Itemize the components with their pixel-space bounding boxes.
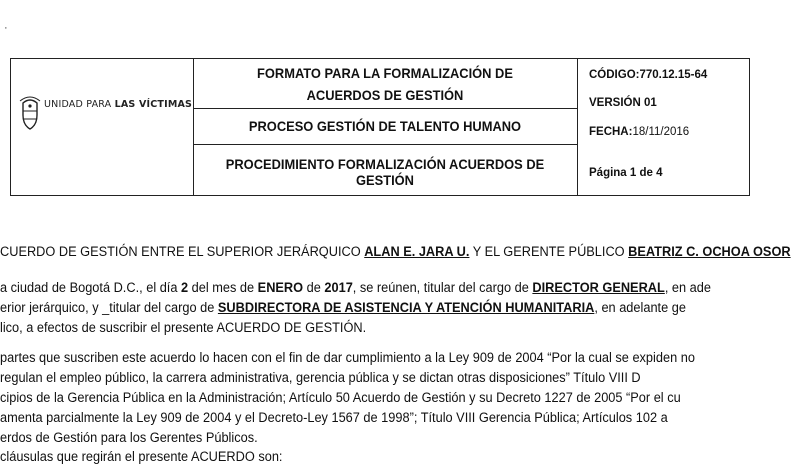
heading-text-c: Y EL GERENTE PÚBLICO	[469, 244, 629, 260]
superior-name: ALAN E. JARA U.	[364, 244, 470, 260]
page-number: Página 1 de 4	[589, 167, 663, 179]
logo-text-b: LAS VÍCTIMAS	[114, 99, 193, 110]
title-line-2: ACUERDOS DE GESTIÓN	[306, 87, 464, 103]
paragraph-1-line-2	[0, 300, 686, 316]
p1-manager-post: SUBDIRECTORA DE ASISTENCIA Y ATENCIÓN HUMANITARIA	[217, 300, 595, 316]
date-label: FECHA:	[589, 126, 633, 138]
document-code: CÓDIGO:770.12.15-64	[589, 69, 708, 81]
p1-text-e: de	[303, 280, 325, 296]
paragraph-2-line-4: amenta parcialmente la Ley 909 de 2004 y el Decreto-Ley 1567 de 1998”; Título VIII Gerencia Pública; Artículos 102 a	[0, 410, 668, 426]
p1-text-l3a: erior jerárquico, y _titular del cargo de	[0, 300, 218, 316]
manager-name: BEATRIZ C. OCHOA OSOR	[628, 244, 791, 260]
procedure-title: PROCEDIMIENTO FORMALIZACIÓN ACUERDOS DE GESTIÓN	[225, 156, 545, 188]
paragraph-2-line-5: erdos de Gestión para los Gerentes Públicos.	[0, 430, 258, 446]
logo-text-a: UNIDAD PARA	[44, 99, 115, 110]
paragraph-2-line-2: regulan el empleo público, la carrera administrativa, gerencia pública y se dictan otras disposiciones” Título VIII D	[0, 370, 641, 386]
corner-mark: ·	[4, 22, 8, 34]
p1-text-i: , en ade	[664, 280, 711, 296]
date-value: 18/11/2016	[632, 126, 690, 138]
divider-logo	[193, 59, 194, 195]
paragraph-1-line-3: lico, a efectos de suscribir el presente ACUERDO DE GESTIÓN.	[0, 320, 367, 336]
logo-cell	[11, 59, 193, 197]
row-divider-1	[193, 108, 577, 109]
process-title: PROCESO GESTIÓN DE TALENTO HUMANO	[248, 118, 522, 134]
p1-month: ENERO	[257, 280, 304, 296]
coat-of-arms-icon	[19, 95, 41, 135]
p1-text-a: a ciudad de Bogotá D.C., el día	[0, 280, 182, 296]
row-divider-2	[193, 144, 577, 145]
p1-text-l3c: , en adelante ge	[594, 300, 686, 316]
p1-day: 2	[181, 280, 189, 296]
p1-year: 2017	[324, 280, 353, 296]
clauses-intro: cláusulas que regirán el presente ACUERDO son:	[0, 449, 283, 465]
document-header-table	[10, 58, 750, 196]
paragraph-2-line-1: partes que suscriben este acuerdo lo hacen con el fin de dar cumplimiento a la Ley 909 de 2004 “Por la cual se expiden no	[0, 350, 695, 366]
agreement-heading	[0, 244, 791, 260]
logo-text	[44, 99, 192, 110]
divider-right	[577, 59, 578, 195]
heading-text-a: CUERDO DE GESTIÓN ENTRE EL SUPERIOR JERÁRQUICO	[0, 244, 365, 260]
paragraph-2-line-3: cipios de la Gerencia Pública en la Administración; Artículo 50 Acuerdo de Gestión y su Decreto 1227 de 2005 “Por el cu	[0, 390, 681, 406]
title-line-1: FORMATO PARA LA FORMALIZACIÓN DE	[257, 65, 513, 81]
p1-text-c: del mes de	[188, 280, 258, 296]
p1-text-g: , se reúnen, titular del cargo de	[352, 280, 533, 296]
p1-superior-post: DIRECTOR GENERAL	[532, 280, 665, 296]
paragraph-1-line-1	[0, 280, 711, 296]
document-date	[589, 126, 689, 138]
document-version: VERSIÓN 01	[589, 97, 657, 109]
